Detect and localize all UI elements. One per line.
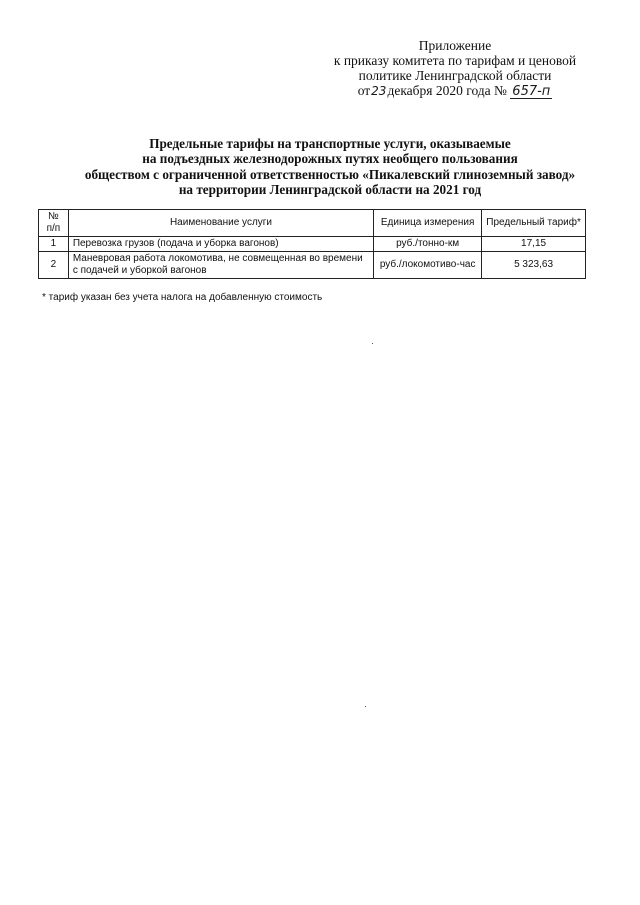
annex-line-1: к приказу комитета по тарифам и ценовой xyxy=(333,53,577,68)
row-service-name: Перевозка грузов (подача и уборка вагонов) xyxy=(68,237,373,252)
row-tariff: 5 323,63 xyxy=(482,252,586,279)
header-unit: Единица измерения xyxy=(374,210,482,237)
tariffs-table xyxy=(38,209,586,279)
title-line-2: на подъездных железнодорожных путях необщего пользования xyxy=(142,151,518,167)
header-num: № п/п xyxy=(39,210,69,237)
handwritten-day: 23 xyxy=(371,84,387,98)
annex-heading: Приложение xyxy=(418,38,492,53)
title-line-3: обществом с ограниченной ответственностью «Пикалевский глиноземный завод» xyxy=(84,166,576,182)
annex-date-line xyxy=(330,83,580,99)
table-row xyxy=(39,237,586,252)
row-unit: руб./локомотиво-час xyxy=(374,252,482,279)
footnote: * тариф указан без учета налога на добавленную стоимость xyxy=(42,292,323,303)
header-tariff: Предельный тариф* xyxy=(482,210,586,237)
table-header-row xyxy=(39,210,586,237)
row-service-name: Маневровая работа локомотива, не совмещенная во времени с подачей и уборкой вагонов xyxy=(68,252,373,279)
row-num: 1 xyxy=(39,237,69,252)
annex-block xyxy=(330,38,580,99)
title-line-4: на территории Ленинградской области на 2021 год xyxy=(178,181,482,197)
title-line-1: Предельные тарифы на транспортные услуги, оказываемые xyxy=(149,136,511,151)
document-title xyxy=(70,136,590,197)
annex-line-2: политике Ленинградской области xyxy=(358,68,552,83)
scan-speck xyxy=(365,706,366,707)
row-unit: руб./тонно-км xyxy=(374,237,482,252)
header-name: Наименование услуги xyxy=(68,210,373,237)
row-num: 2 xyxy=(39,252,69,279)
handwritten-order-number: 657-п xyxy=(512,84,551,99)
table-row xyxy=(39,252,586,279)
row-tariff: 17,15 xyxy=(482,237,586,252)
date-prefix: от xyxy=(357,83,371,98)
scan-speck xyxy=(372,343,373,344)
date-rest: декабря 2020 года № xyxy=(387,83,507,98)
